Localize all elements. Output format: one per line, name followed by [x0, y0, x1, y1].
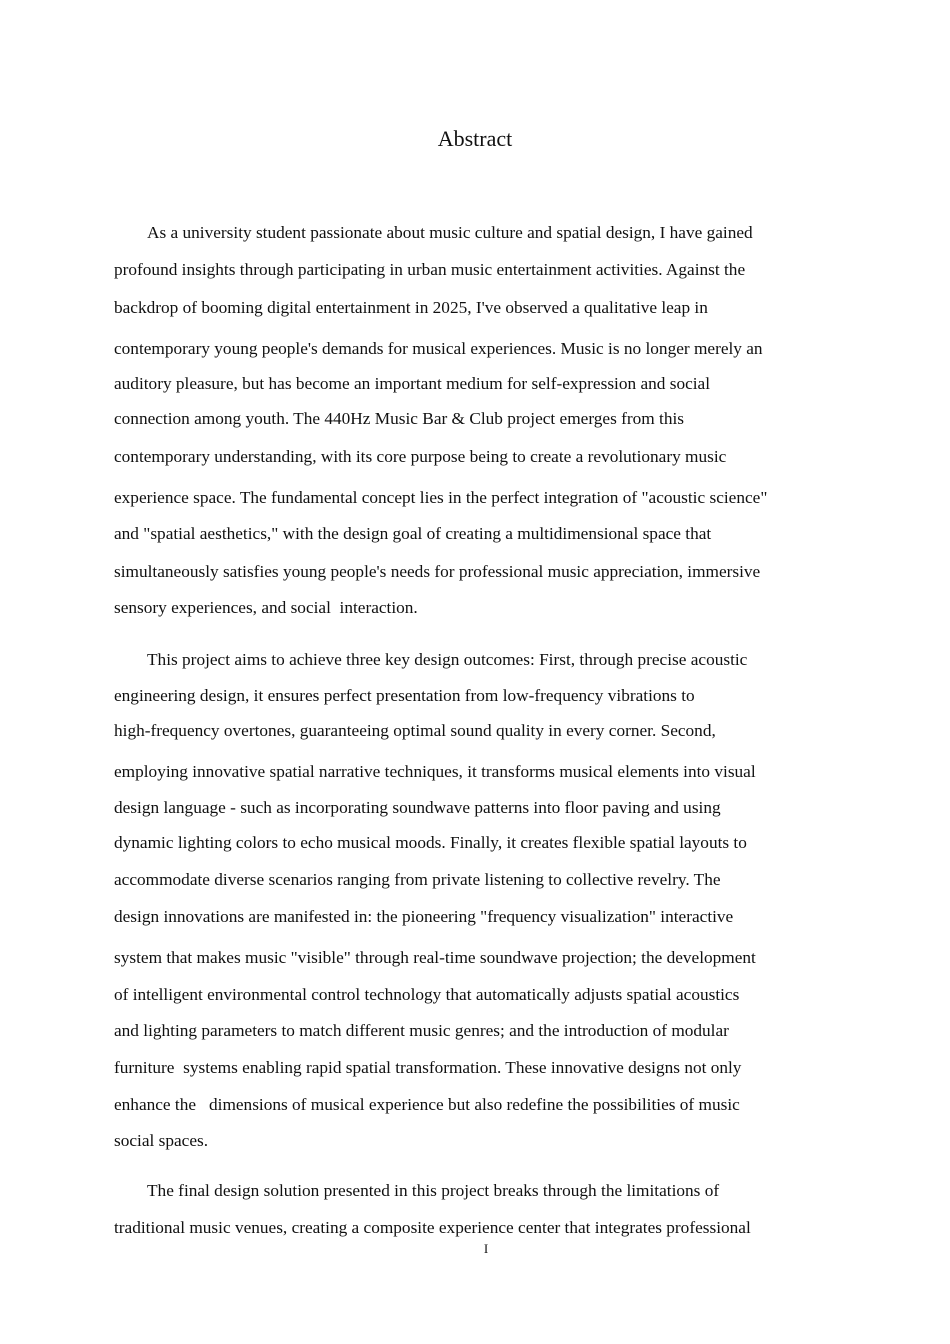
page-title: Abstract — [437, 126, 513, 151]
paragraph-2-line: and lighting parameters to match different music genres; and the introduction of modular — [114, 1021, 729, 1040]
paragraph-3-line: traditional music venues, creating a composite experience center that integrates professional — [114, 1218, 751, 1237]
paragraph-2-line: employing innovative spatial narrative techniques, it transforms musical elements into visual — [114, 762, 756, 781]
paragraph-1-line: connection among youth. The 440Hz Music Bar & Club project emerges from this — [114, 409, 685, 428]
paragraph-2-line: design innovations are manifested in: the pioneering "frequency visualization" interactive — [114, 907, 734, 926]
paragraph-2-line: enhance the dimensions of musical experience but also redefine the possibilities of music — [114, 1095, 740, 1114]
paragraph-2-line: design language - such as incorporating soundwave patterns into floor paving and using — [114, 798, 721, 817]
paragraph-1-line: backdrop of booming digital entertainment in 2025, I've observed a qualitative leap in — [114, 298, 708, 317]
paragraph-2-line: furniture systems enabling rapid spatial transformation. These innovative designs not only — [114, 1058, 742, 1077]
page-number: I — [483, 1241, 489, 1256]
paragraph-1-line: simultaneously satisfies young people's needs for professional music appreciation, immersive — [114, 562, 761, 581]
paragraph-2-line: engineering design, it ensures perfect presentation from low-frequency vibrations to — [114, 686, 695, 705]
paragraph-3-line: The final design solution presented in this project breaks through the limitations of — [147, 1181, 720, 1200]
paragraph-1-line: As a university student passionate about music culture and spatial design, I have gained — [147, 223, 753, 242]
paragraph-2-line: high-frequency overtones, guaranteeing optimal sound quality in every corner. Second, — [114, 721, 716, 740]
paragraph-2-line: system that makes music "visible" through real-time soundwave projection; the development — [114, 948, 756, 967]
paragraph-1-line: contemporary young people's demands for musical experiences. Music is no longer merely an — [114, 339, 763, 358]
paragraph-2-line: social spaces. — [114, 1131, 209, 1150]
paragraph-2-line: of intelligent environmental control technology that automatically adjusts spatial acoustics — [114, 985, 740, 1004]
paragraph-1-line: sensory experiences, and social interaction. — [114, 598, 418, 617]
paragraph-2-line: This project aims to achieve three key design outcomes: First, through precise acoustic — [147, 650, 748, 669]
paragraph-1-line: auditory pleasure, but has become an important medium for self-expression and social — [114, 374, 711, 393]
paragraph-1-line: profound insights through participating in urban music entertainment activities. Against the — [114, 260, 746, 279]
paragraph-2-line: dynamic lighting colors to echo musical moods. Finally, it creates flexible spatial layouts to — [114, 833, 747, 852]
paragraph-2-line: accommodate diverse scenarios ranging from private listening to collective revelry. The — [114, 870, 721, 889]
paragraph-1-line: and "spatial aesthetics," with the design goal of creating a multidimensional space that — [114, 524, 712, 543]
paragraph-1-line: experience space. The fundamental concept lies in the perfect integration of "acoustic science" — [114, 488, 768, 507]
paragraph-1-line: contemporary understanding, with its core purpose being to create a revolutionary music — [114, 447, 727, 466]
